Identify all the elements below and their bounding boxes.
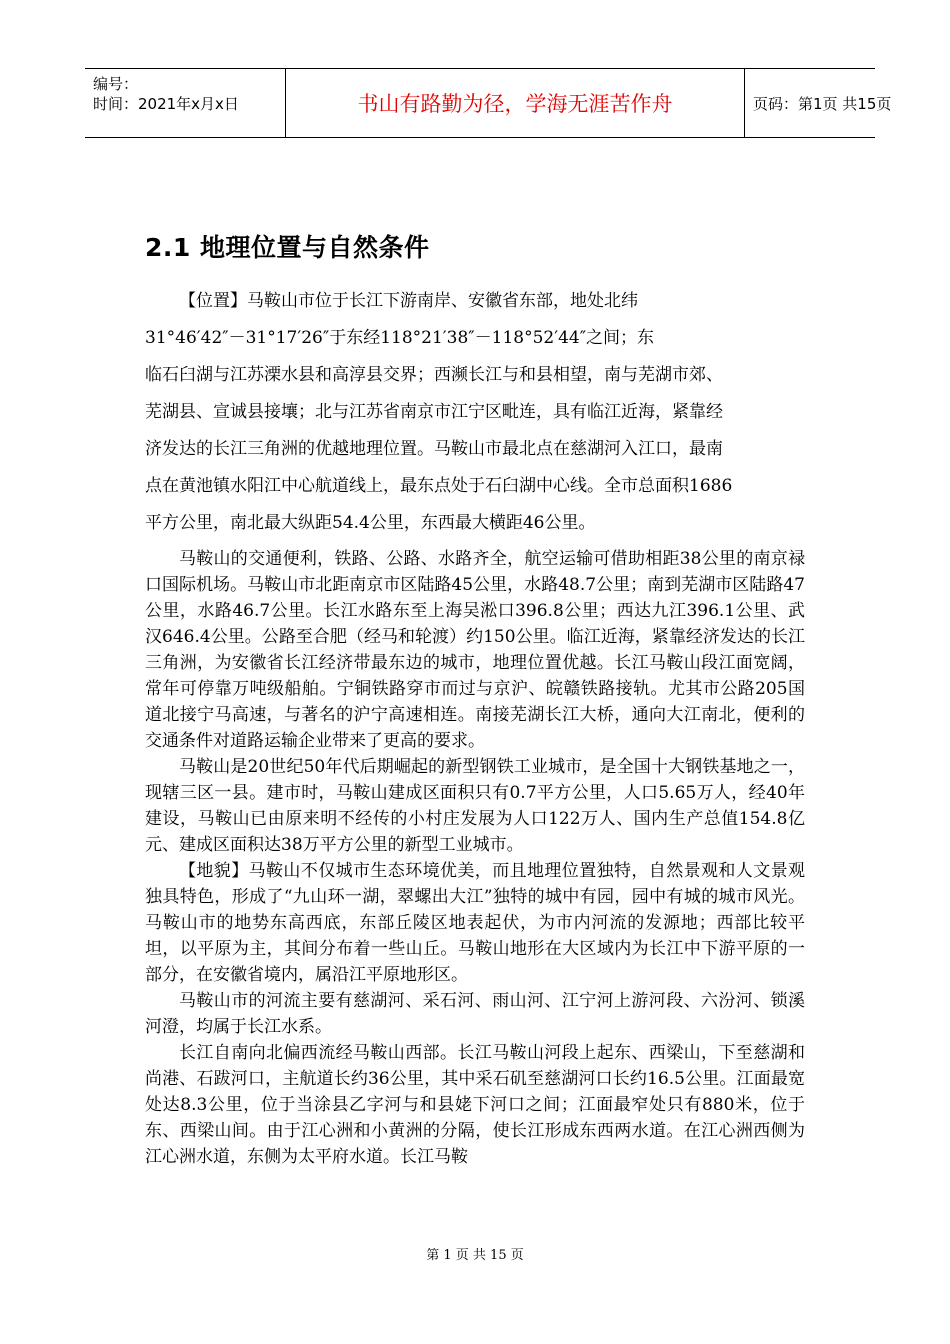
paragraph-industry: 马鞍山是20世纪50年代后期崛起的新型钢铁工业城市，是全国十大钢铁基地之一，现辖三区一县。建市时，马鞍山建成区面积只有0.7平方公里，人口5.65万人，经40年建设，马鞍山已由原来明不经传的小村庄发展为人口122万人、国内生产总值154.8亿元、建成区面积达38万平方公里的新型工业城市。 bbox=[145, 757, 805, 855]
paragraph-rivers: 马鞍山市的河流主要有慈湖河、采石河、雨山河、江宁河上游河段、六汾河、锁溪河澄，均属于长江水系。 bbox=[145, 991, 805, 1037]
body-paragraphs bbox=[145, 546, 805, 1170]
text-line: 临石臼湖与江苏溧水县和高淳县交界；西濒长江与和县相望，南与芜湖市郊、 bbox=[145, 365, 723, 385]
text-line: 平方公里，南北最大纵距54.4公里，东西最大横距46公里。 bbox=[145, 513, 596, 533]
header-page-info: 页码：第1页 共15页 bbox=[753, 94, 892, 113]
section-title: 2.1 地理位置与自然条件 bbox=[145, 233, 430, 262]
text-line: 【位置】马鞍山市位于长江下游南岸、安徽省东部，地处北纬 bbox=[179, 291, 638, 311]
paragraph-landform: 【地貌】马鞍山不仅城市生态环境优美，而且地理位置独特，自然景观和人文景观独具特色，形成了“九山环一湖，翠螺出大江”独特的城中有园，园中有城的城市风光。马鞍山市的地势东高西底，东部丘陵区地表起伏，为市内河流的发源地；西部比较平坦，以平原为主，其间分布着一些山丘。马鞍山地形在大区域内为长江中下游平原的一部分，在安徽省境内，属沿江平原地形区。 bbox=[145, 861, 805, 985]
paragraph-yangtze: 长江自南向北偏西流经马鞍山西部。长江马鞍山河段上起东、西梁山，下至慈湖和尚港、石跋河口，主航道长约36公里，其中采石矶至慈湖河口长约16.5公里。江面最宽处达8.3公里，位于当涂县乙字河与和县姥下河口之间；江面最窄处只有880米，位于东、西梁山间。由于江心洲和小黄洲的分隔，使长江形成东西两水道。在江心洲西侧为江心洲水道，东侧为太平府水道。长江马鞍 bbox=[145, 1043, 805, 1167]
number-label: 编号： bbox=[93, 75, 139, 93]
location-paragraph bbox=[145, 283, 805, 542]
page-footer: 第 1 页 共 15 页 bbox=[426, 1248, 524, 1263]
header-meta bbox=[85, 69, 285, 137]
paragraph-transport: 马鞍山的交通便利，铁路、公路、水路齐全，航空运输可借助相距38公里的南京禄口国际机场。马鞍山市北距南京市区陆路45公里，水路48.7公里；南到芜湖市区陆路47公里，水路46.7公里。长江水路东至上海吴淞口396.8公里；西达九江396.1公里、武汉646.4公里。公路至合肥（经马和轮渡）约150公里。临江近海，紧靠经济发达的长江三角洲，为安徽省长江经济带最东边的城市，地理位置优越。长江马鞍山段江面宽阔，常年可停靠万吨级船舶。宁铜铁路穿市而过与京沪、皖赣铁路接轨。尤其市公路205国道北接宁马高速，与著名的沪宁高速相连。南接芜湖长江大桥，通向大江南北，便利的交通条件对道路运输企业带来了更高的要求。 bbox=[145, 549, 805, 751]
text-line: 芜湖县、宣诚县接壤；北与江苏省南京市江宁区毗连，具有临江近海，紧靠经 bbox=[145, 402, 723, 422]
text-line: 31°46′42″－31°17′26″于东经118°21′38″－118°52′44″之间；东 bbox=[145, 328, 655, 348]
text-line: 济发达的长江三角洲的优越地理位置。马鞍山市最北点在慈湖河入江口，最南 bbox=[145, 439, 723, 459]
time-label: 时间：2021年x月x日 bbox=[93, 95, 239, 113]
header-motto: 书山有路勤为径，学海无涯苦作舟 bbox=[285, 69, 745, 137]
header-table bbox=[85, 68, 892, 138]
text-line: 点在黄池镇水阳江中心航道线上，最东点处于石臼湖中心线。全市总面积1686 bbox=[145, 476, 733, 496]
